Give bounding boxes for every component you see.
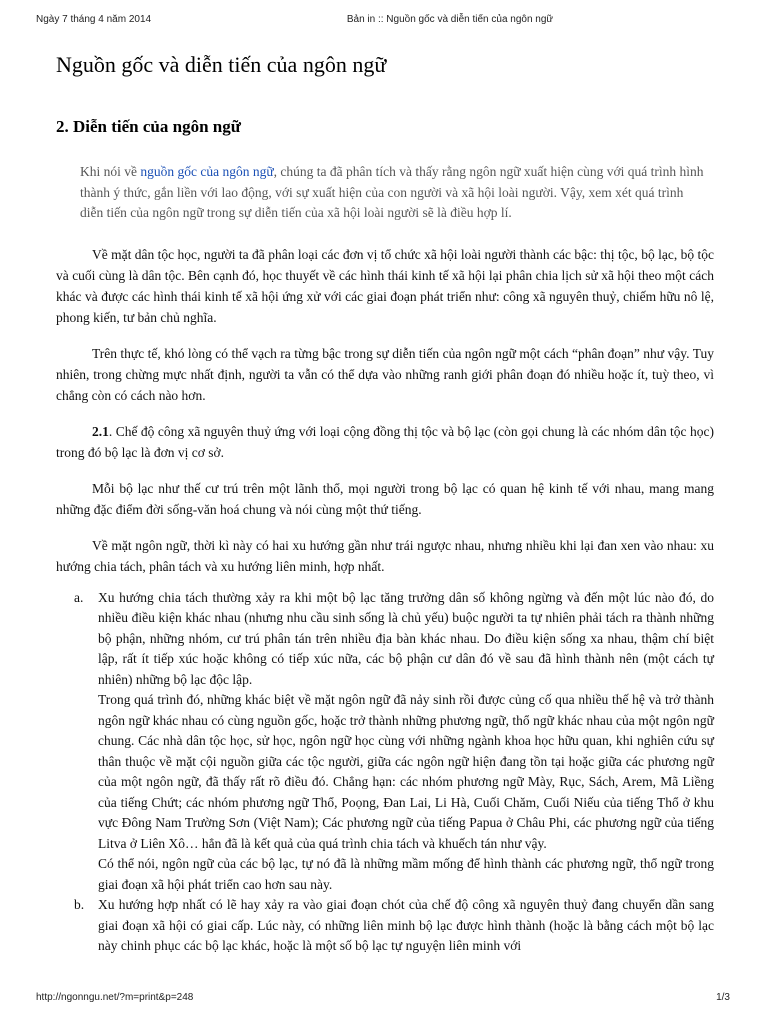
- list-a-text-2: Trong quá trình đó, những khác biệt về mặt ngôn ngữ đã nảy sinh rồi được củng cố qua nhiều thế hệ và trở thành ngôn ngữ khác nhau có cùng nguồn gốc, hoặc trở thành những phương ngữ, thổ ngữ khác nhau của một ngôn ngữ chung. Các nhà dân tộc học, sử học, ngôn ngữ học cùng với những ngành khoa học hữu quan, khi nghiên cứu sự thân thuộc về mặt cội nguồn giữa các tộc người, giữa các ngôn ngữ hiện đang tồn tại hoặc giữa các phương ngữ của một ngôn ngữ, đã thấy rất rõ điều đó. Chẳng hạn: các nhóm phương ngữ Mày, Rục, Sách, Arem, Mã Liềng của tiếng Chứt; các nhóm phương ngữ Thổ, Poọng, Đan Lai, Li Hà, Cuối Chăm, Cuối Niếu của tiếng Thổ ở khu vực Đông Nam Trường Sơn (Việt Nam); Các phương ngữ của tiếng Papua ở Châu Phi, các phương ngữ của tiếng Litva ở Liên Xô… hẳn đã là kết quả của quá trình chia tách và khuếch tán như vậy.: [98, 692, 714, 851]
- article: [56, 50, 714, 957]
- list-marker-a: a.: [74, 589, 84, 605]
- print-header: [0, 8, 768, 28]
- paragraph-tribe: Mỗi bộ lạc như thế cư trú trên một lãnh thổ, mọi người trong bộ lạc có quan hệ kinh tế với nhau, mang mang những đặc điểm đời sống-văn hoá chung và nói cùng một thứ tiếng.: [56, 480, 714, 517]
- intro-paragraph: [80, 162, 704, 224]
- source-url: http://ngonngu.net/?m=print&p=248: [36, 992, 194, 1003]
- list-item-a: [74, 588, 714, 896]
- intro-text-end: , chúng ta đã phân tích và thấy rằng ngôn ngữ xuất hiện cùng với quá trình hình thành ý thức, gắn liền với lao động, với sự xuất hiện của con người và xã hội loài người. Vậy, xem xét quá trình diễn tiến của ngôn ngữ trong sự diễn tiến của xã hội loài người sẽ là điều hợp lí.: [80, 164, 704, 220]
- origin-of-language-link[interactable]: nguồn gốc của ngôn ngữ: [140, 164, 274, 179]
- print-page-title: Bản in :: Nguồn gốc và diễn tiến của ngôn ngữ: [346, 14, 554, 25]
- paragraph-section-2-1: [56, 421, 714, 463]
- paragraph-in-practice: Trên thực tế, khó lòng có thể vạch ra từng bậc trong sự diễn tiến của ngôn ngữ một cách “phân đoạn” như vậy. Tuy nhiên, trong chừng mực nhất định, người ta vẫn có thể dựa vào những ranh giới phân đoạn đó nhiều hoặc ít, tuỳ theo, vì chẳng còn có cách nào hơn.: [56, 345, 714, 403]
- list-marker-b: b.: [74, 897, 85, 912]
- section-2-1-text: . Chế độ công xã nguyên thuỷ ứng với loại cộng đồng thị tộc và bộ lạc (còn gọi chung là các nhóm dân tộc học) trong đó bộ lạc là đơn vị cơ sở.: [56, 423, 714, 460]
- page-number: 1/3: [716, 992, 730, 1003]
- intro-text-start: Khi nói về: [80, 164, 141, 179]
- print-date: Ngày 7 tháng 4 năm 2014: [36, 14, 152, 25]
- article-title: Nguồn gốc và diễn tiến của ngôn ngữ: [56, 52, 387, 77]
- trend-list: [56, 588, 714, 957]
- print-footer: [0, 990, 768, 1010]
- section-heading: 2. Diễn tiến của ngôn ngữ: [56, 117, 241, 136]
- list-item-b: [74, 895, 714, 957]
- list-a-text-3: Có thể nói, ngôn ngữ của các bộ lạc, tự nó đã là những mầm mống để hình thành các phương ngữ, thổ ngữ trong giai đoạn xã hội phát triển cao hơn sau này.: [98, 856, 714, 892]
- list-a-text-1: Xu hướng chia tách thường xảy ra khi một bộ lạc tăng trưởng dân số không ngừng và đến một lúc nào đó, do nhiều điều kiện khác nhau (nhưng nhu cầu sinh sống là chủ yếu) buộc người ta tự nhiên phải tách ra thành những bộ phận, những nhóm, cư trú phân tán trên nhiều địa bàn khác nhau. Do điều kiện sống xa nhau, thậm chí biệt lập, rất ít tiếp xúc hoặc không có tiếp xúc nữa, các bộ phận cư dân đó về sau đã hình thành nên (một cách tự nhiên) những bộ lạc độc lập.: [98, 589, 714, 687]
- paragraph-ethnology: Về mặt dân tộc học, người ta đã phân loại các đơn vị tổ chức xã hội loài người thành các bậc: thị tộc, bộ lạc, bộ tộc và cuối cùng là dân tộc. Bên cạnh đó, học thuyết về các hình thái kinh tế xã hội lại phân chia lịch sử xã hội theo một cách khác và được các hình thái kinh tế xã hội ứng xử với các giai đoạn phát triển như: công xã nguyên thuỷ, chiếm hữu nô lệ, phong kiến, tư bản chủ nghĩa.: [56, 246, 714, 325]
- section-2-1-label: 2.1: [92, 423, 109, 439]
- list-b-text-1: Xu hướng hợp nhất có lẽ hay xảy ra vào giai đoạn chót của chế độ công xã nguyên thuỷ đang chuyển dần sang giai đoạn xã hội có giai cấp. Lúc này, có những liên minh bộ lạc được hình thành (hoặc là bằng cách một bộ lạc này chinh phục các bộ lạc khác, hoặc là một số bộ lạc tự nguyện liên minh với: [98, 897, 714, 953]
- paragraph-two-trends: Về mặt ngôn ngữ, thời kì này có hai xu hướng gần như trái ngược nhau, nhưng nhiều khi lại đan xen vào nhau: xu hướng chia tách, phân tách và xu hướng liên minh, hợp nhất.: [56, 537, 714, 574]
